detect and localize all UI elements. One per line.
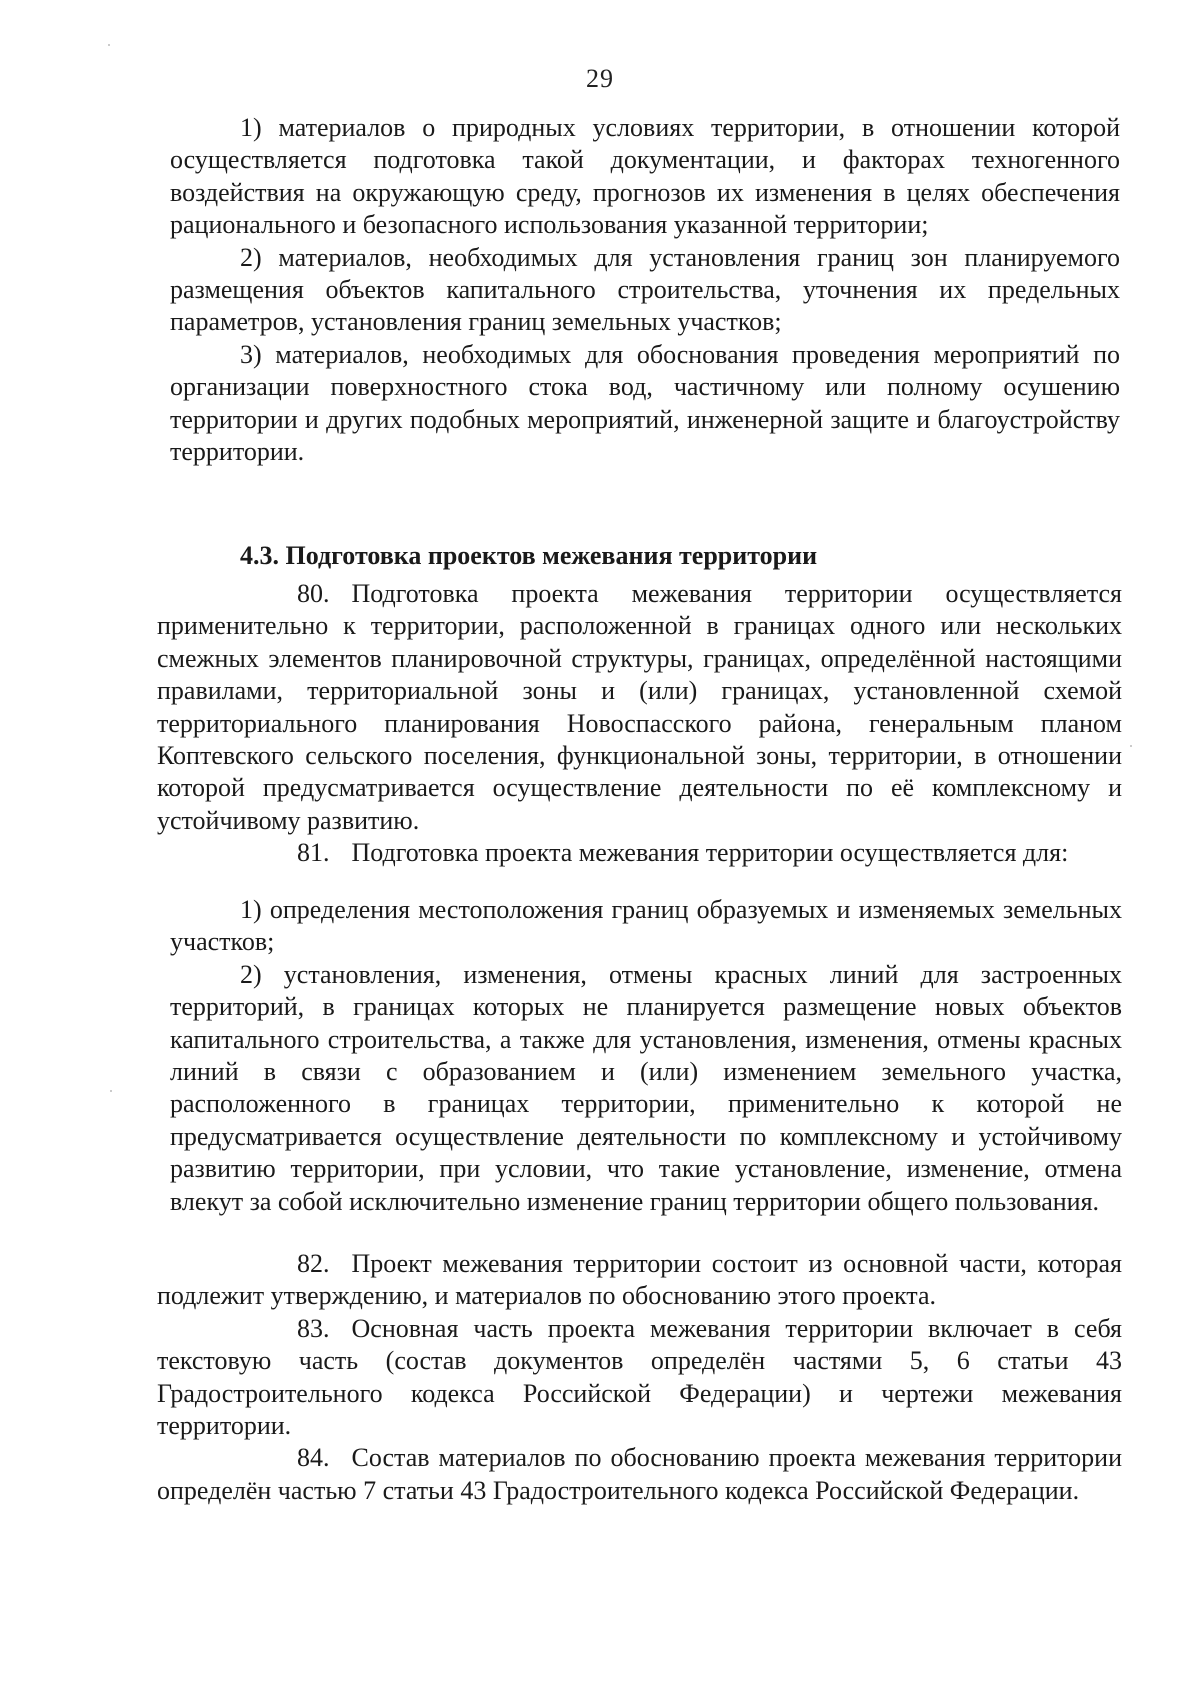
paragraph-text: Состав материалов по обоснованию проекта межевания территории определён частью 7 статьи 43 Градостроительного кодекса Российской Федерации. — [157, 1443, 1122, 1505]
materials-list — [170, 112, 1120, 468]
paragraph-81 — [157, 837, 1122, 869]
paragraph-text: Проект межевания территории состоит из основной части, которая подлежит утверждению, и материалов по обоснованию этого проекта. — [157, 1249, 1122, 1311]
list-item: 3) материалов, необходимых для обоснования проведения мероприятий по организации поверхностного стока вод, частичному или полному осушению территории и других подобных мероприятий, инженерной защите и благоустройству территории. — [170, 339, 1120, 467]
paragraph-83 — [157, 1313, 1122, 1443]
section-heading: 4.3. Подготовка проектов межевания территории — [240, 541, 818, 570]
page-number: 29 — [586, 64, 614, 93]
paragraph-number: 84. — [297, 1443, 330, 1473]
scan-speck — [1130, 745, 1132, 747]
paragraph-80-81 — [157, 578, 1122, 870]
list-item: 2) установления, изменения, отмены красных линий для застроенных территорий, в границах которых не планируется размещение новых объектов капитального строительства, а также для установления, изменения, отмены красных линий в связи с образованием и (или) изменением земельного участка, расположенного в границах территории, применительно к которой не предусматривается осуществление деятельности по комплексному и устойчивому развитию территории, при условии, что такие установление, изменение, отмена влекут за собой исключительно изменение границ территории общего пользования. — [170, 959, 1122, 1216]
list-item: 2) материалов, необходимых для установления границ зон планируемого размещения объектов капитального строительства, уточнения их предельных параметров, установления границ земельных участков; — [170, 242, 1120, 337]
purposes-list — [170, 894, 1122, 1218]
paragraph-text: Подготовка проекта межевания территории осуществляется для: — [351, 838, 1069, 868]
list-item: 1) материалов о природных условиях территории, в отношении которой осуществляется подготовка такой документации, и факторах техногенного воздействия на окружающую среду, прогнозов их изменения в целях обеспечения рационального и безопасного использования указанной территории; — [170, 113, 1120, 240]
scan-speck — [110, 1090, 112, 1092]
paragraph-text: Подготовка проекта межевания территории осуществляется применительно к территории, расположенной в границах одного или нескольких смежных элементов планировочной структуры, границах, определённой настоящими правилами, территориальной зоны и (или) границах, установленной схемой территориального планирования Новоспасского района, генеральным планом Коптевского сельского поселения, функциональной зоны, территории, в отношении которой предусматривается осуществление деятельности по её комплексному и устойчивому развитию. — [157, 579, 1122, 835]
paragraph-text: Основная часть проекта межевания территории включает в себя текстовую часть (состав документов определён частями 5, 6 статьи 43 Градостроительного кодекса Российской Федерации) и чертежи межевания территории. — [157, 1313, 1122, 1441]
paragraph-80 — [157, 578, 1122, 837]
paragraph-number: 81. — [297, 838, 330, 868]
paragraphs-82-84 — [157, 1248, 1122, 1507]
paragraph-number: 80. — [297, 579, 330, 608]
paragraph-82 — [157, 1248, 1122, 1313]
paragraph-number: 82. — [297, 1249, 330, 1278]
scan-speck — [108, 44, 110, 46]
list-item: 1) определения местоположения границ образуемых и изменяемых земельных участков; — [170, 895, 1122, 957]
paragraph-number: 83. — [297, 1313, 330, 1343]
paragraph-84 — [157, 1442, 1122, 1507]
